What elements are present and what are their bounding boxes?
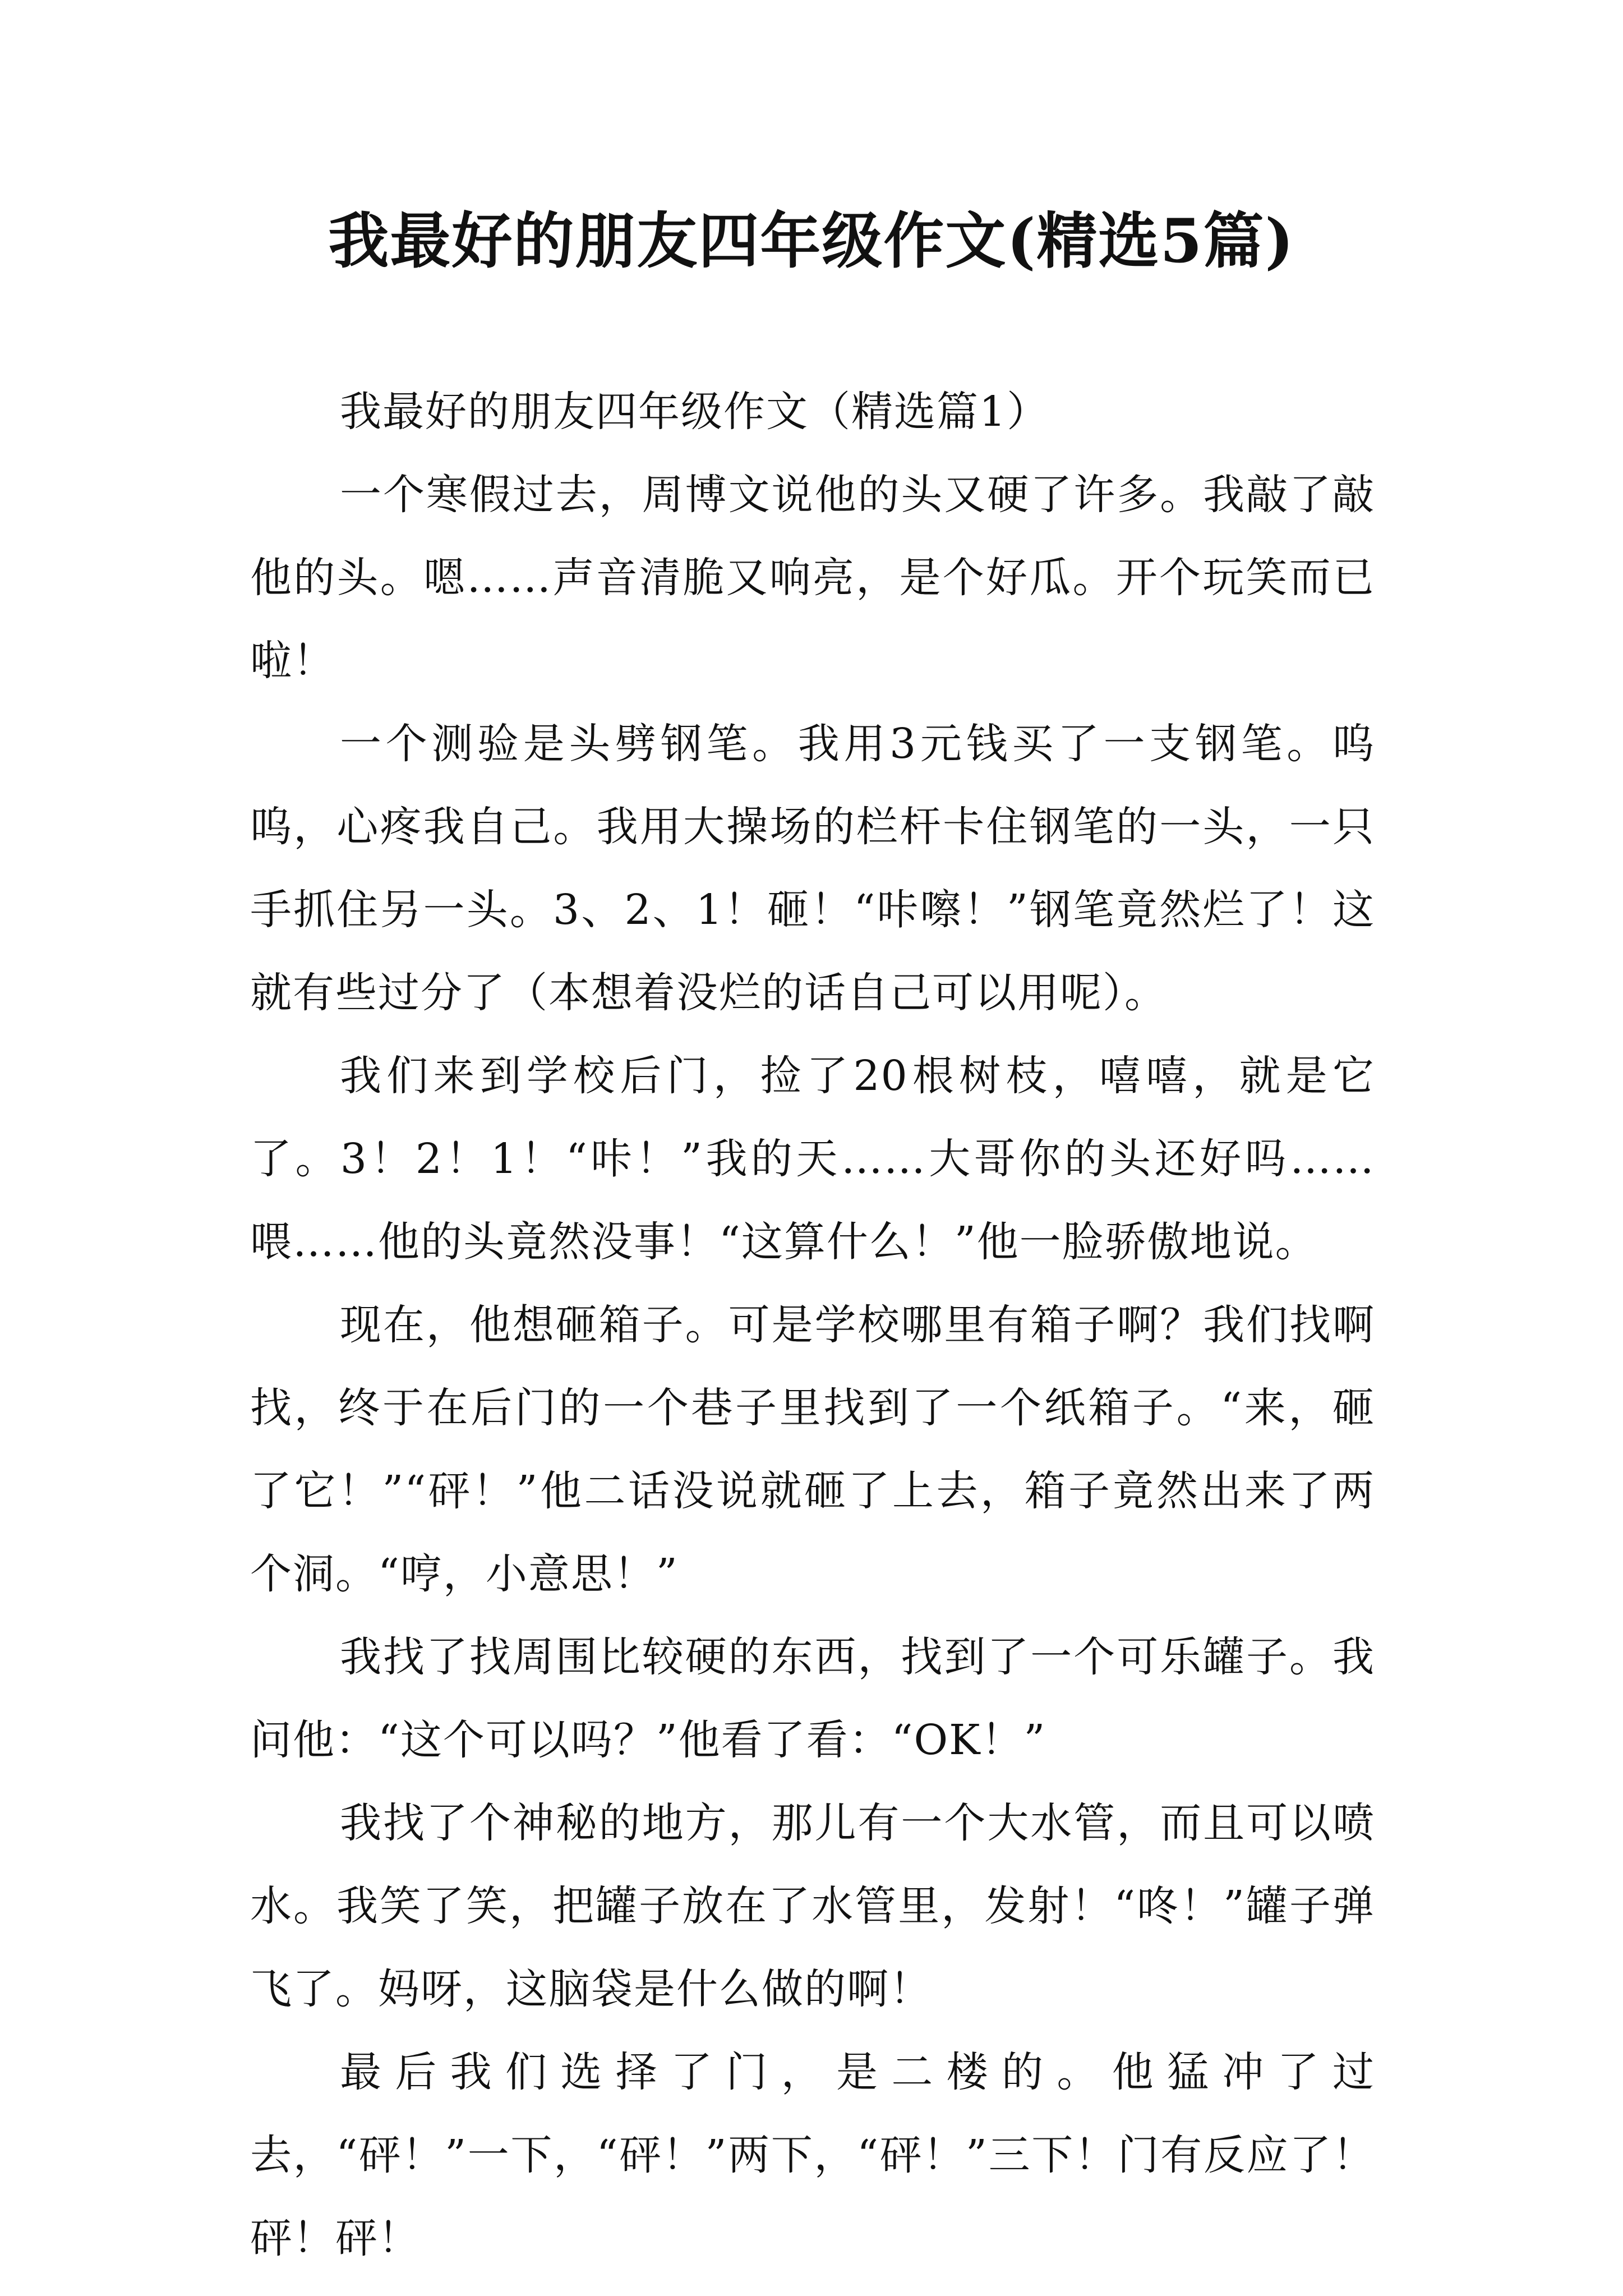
paragraph-section-heading: 我最好的朋友四年级作文（精选篇1）	[340, 388, 1050, 436]
document-title: 我最好的朋友四年级作文(精选5篇)	[328, 206, 1295, 277]
paragraph: 一个寒假过去，周博文说他的头又硬了许多。我敲了敲他的头。嗯……声音清脆又响亮，是个好瓜。开个玩笑而已啦！	[250, 471, 1375, 685]
paragraph: 我们来到学校后门，捡了20根树枝，嘻嘻，就是它了。3！2！1！“咔！”我的天……大哥你的头还好吗……喂……他的头竟然没事！“这算什么！”他一脸骄傲地说。	[250, 1052, 1375, 1266]
paragraph: 最后我们选择了门，是二楼的。他猛冲了过去，“砰！”一下，“砰！”两下，“砰！”三下！门有反应了！砰！砰！	[250, 2048, 1375, 2262]
paragraph: 现在，他想砸箱子。可是学校哪里有箱子啊？我们找啊找，终于在后门的一个巷子里找到了一个纸箱子。“来，砸了它！”“砰！”他二话没说就砸了上去，箱子竟然出来了两个洞。“哼，小意思！”	[250, 1301, 1375, 1598]
document-body	[250, 370, 1375, 2280]
paragraph: 我找了找周围比较硬的东西，找到了一个可乐罐子。我问他：“这个可以吗？”他看了看：“OK！”	[250, 1633, 1375, 1764]
paragraph: 我找了个神秘的地方，那儿有一个大水管，而且可以喷水。我笑了笑，把罐子放在了水管里，发射！“咚！”罐子弹飞了。妈呀，这脑袋是什么做的啊！	[250, 1799, 1375, 2013]
paragraph: 一个测验是头劈钢笔。我用3元钱买了一支钢笔。呜呜，心疼我自己。我用大操场的栏杆卡住钢笔的一头，一只手抓住另一头。3、2、1！砸！“咔嚓！”钢笔竟然烂了！这就有些过分了（本想着没烂的话自己可以用呢）。	[250, 720, 1375, 1017]
